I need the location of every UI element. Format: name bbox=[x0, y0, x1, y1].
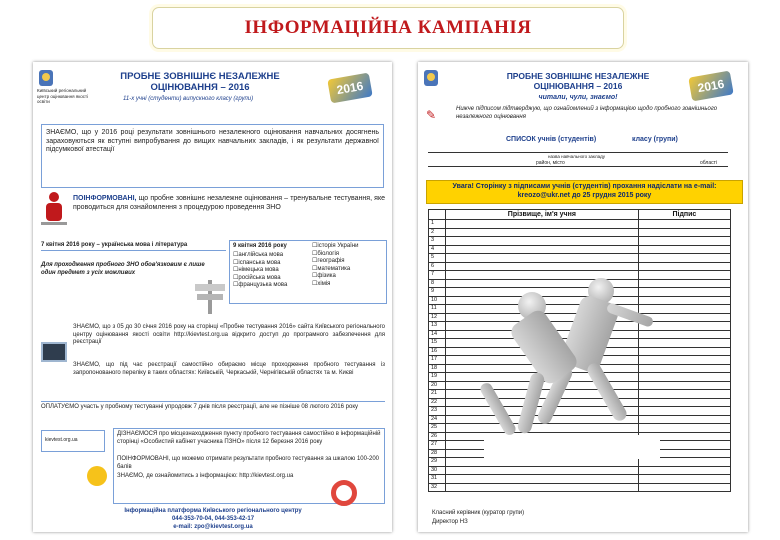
campaign-title: ІНФОРМАЦІЙНА КАМПАНІЯ bbox=[244, 17, 532, 38]
row-number: 24 bbox=[429, 415, 446, 424]
subject-item: ☐ біологія bbox=[312, 251, 384, 259]
row-number: 27 bbox=[429, 441, 446, 450]
sign-line1: Класний керівник (куратор групи) bbox=[432, 510, 525, 516]
row-number: 11 bbox=[429, 305, 446, 314]
col-name-header: Прізвище, ім'я учня bbox=[445, 210, 638, 220]
presenter-figure-icon bbox=[41, 192, 67, 232]
sign-cell[interactable] bbox=[638, 220, 730, 229]
name-cell[interactable] bbox=[445, 228, 638, 237]
name-cell[interactable] bbox=[445, 483, 638, 492]
intro-text: Нижче підписом підтверджую, що ознайомлений з інформацією щодо пробного зовнішнього незалежного оцінювання bbox=[456, 106, 718, 120]
poinformovani-title: ПОІНФОРМОВАНІ, bbox=[73, 195, 137, 202]
grey-figures-illustration bbox=[480, 260, 660, 460]
subject-item: ☐ фізика bbox=[312, 273, 384, 281]
row-number: 14 bbox=[429, 330, 446, 339]
row-number: 16 bbox=[429, 347, 446, 356]
poinformovani2-text: ПОІНФОРМОВАНІ, що можемо отримати результати пробного тестування за шкалою 100-200 балів bbox=[117, 456, 379, 470]
subject-item: ☐ географія bbox=[312, 258, 384, 266]
row-number: 3 bbox=[429, 237, 446, 246]
footer-line1: Інформаційна платформа Київського регіонального центру bbox=[124, 508, 302, 514]
name-cell[interactable] bbox=[445, 245, 638, 254]
znaemo3-text: ЗНАЄМО, що під час реєстрації самостійно обираємо місце проходження пробного тестування із запропонованого переліку в таких областях: Київській, Черкаській, Чернігівській областях та м. Києві bbox=[73, 362, 385, 376]
warning-banner bbox=[426, 180, 743, 204]
znaemo4-text: ЗНАЄМО, де ознайомитись з інформацією: http://kievtest.org.ua bbox=[117, 473, 294, 479]
col-sign-header: Підпис bbox=[638, 210, 730, 220]
name-cell[interactable] bbox=[445, 237, 638, 246]
oplatuemo-text: ОПЛАТУЄМО участь у пробному тестуванні упродовж 7 днів після реєстрації, але не пізніше 08 лютого 2016 року bbox=[41, 401, 385, 412]
row-number: 29 bbox=[429, 458, 446, 467]
row-number: 18 bbox=[429, 364, 446, 373]
kievtest-logo-icon bbox=[424, 70, 438, 86]
subject-item: ☐ історія України bbox=[312, 243, 384, 251]
right-signature-page bbox=[418, 62, 748, 532]
znaemo-box bbox=[41, 124, 384, 188]
district-caption: район, місто bbox=[536, 160, 565, 166]
subjects-column-2 bbox=[312, 243, 384, 288]
left-subheading: 11-х учні (студенти) випускного класу (групи) bbox=[123, 96, 254, 102]
warning-text: Увага! Сторінку з підписами учнів (студентів) прохання надіслати на e-mail: kreozo@ukr.net до 25 грудня 2015 року bbox=[452, 183, 717, 199]
subject-item: ☐ англійська мова bbox=[233, 252, 308, 260]
row-number: 6 bbox=[429, 262, 446, 271]
table-row bbox=[429, 245, 731, 254]
row-number: 12 bbox=[429, 313, 446, 322]
sign-line2: Директор НЗ bbox=[432, 519, 468, 525]
lifebuoy-icon bbox=[331, 480, 357, 506]
signpost-icon bbox=[193, 280, 227, 314]
footer-line2: 044-353-70-04, 044-353-42-17 bbox=[171, 516, 255, 522]
row-number: 8 bbox=[429, 279, 446, 288]
table-row bbox=[429, 475, 731, 484]
subject-item: ☐ російська мова bbox=[233, 275, 308, 283]
district-line bbox=[428, 166, 728, 167]
name-cell[interactable] bbox=[445, 466, 638, 475]
footer-line3: e-mail: zpo@kievtest.org.ua bbox=[173, 524, 253, 530]
row-number: 26 bbox=[429, 432, 446, 441]
sign-cell[interactable] bbox=[638, 245, 730, 254]
logo-caption: Київський регіональний центр оцінювання якості освіти bbox=[37, 88, 89, 104]
poinformovani-text: що пробне зовнішнє незалежне оцінювання – тренувальне тестування, яке проводиться для ознайомлення з процедурою проведення ЗНО bbox=[73, 195, 385, 211]
row-number: 17 bbox=[429, 356, 446, 365]
pen-icon: ✎ bbox=[426, 108, 437, 122]
list-class: класу (групи) bbox=[632, 136, 678, 143]
row-number: 15 bbox=[429, 339, 446, 348]
left-leaflet-page bbox=[33, 62, 392, 532]
row-number: 19 bbox=[429, 373, 446, 382]
region-caption: області bbox=[700, 160, 718, 166]
row-number: 7 bbox=[429, 271, 446, 280]
row-number: 22 bbox=[429, 398, 446, 407]
subject-item: ☐ іспанська мова bbox=[233, 260, 308, 268]
school-caption: назва навчального закладу bbox=[548, 154, 605, 159]
table-row bbox=[429, 220, 731, 229]
date-left: 7 квітня 2016 року – українська мова і література bbox=[41, 242, 226, 251]
subjects-box bbox=[229, 240, 387, 304]
right-heading-line2: ОЦІНЮВАННЯ – 2016 bbox=[533, 81, 623, 91]
computer-icon bbox=[41, 342, 67, 362]
row-number: 20 bbox=[429, 381, 446, 390]
table-row bbox=[429, 483, 731, 492]
row-number: 1 bbox=[429, 220, 446, 229]
diznaemo-text: ДІЗНАЄМОСЯ про місцезнаходження пункту пробного тестування самостійно в інформаційній сторінці «Особистий кабінет учасника ПЗНО» після 12 березня 2016 року bbox=[117, 431, 381, 445]
website-sticker bbox=[41, 430, 105, 452]
row-number: 4 bbox=[429, 245, 446, 254]
table-row bbox=[429, 228, 731, 237]
sign-cell[interactable] bbox=[638, 237, 730, 246]
row-number: 28 bbox=[429, 449, 446, 458]
table-row bbox=[429, 466, 731, 475]
name-cell[interactable] bbox=[445, 220, 638, 229]
name-cell[interactable] bbox=[445, 475, 638, 484]
sticker-label: kievtest.org.ua bbox=[45, 437, 78, 443]
znaemo-text: ЗНАЄМО, що у 2016 році результати зовнішнього незалежного оцінювання навчальних досягнень зараховуються як вступні випробування до вищих навчальних закладів, і як результати державної підсумкової атестації bbox=[46, 129, 379, 153]
subject-item: ☐ німецька мова bbox=[233, 267, 308, 275]
row-number: 23 bbox=[429, 407, 446, 416]
table-row bbox=[429, 237, 731, 246]
left-heading-line2: ОЦІНЮВАННЯ – 2016 bbox=[150, 82, 250, 93]
sign-cell[interactable] bbox=[638, 475, 730, 484]
right-heading-line1: ПРОБНЕ ЗОВНІШНЄ НЕЗАЛЕЖНЕ bbox=[506, 71, 650, 81]
sign-cell[interactable] bbox=[638, 228, 730, 237]
kievtest-logo-icon bbox=[39, 70, 53, 86]
row-number: 13 bbox=[429, 322, 446, 331]
row-number: 2 bbox=[429, 228, 446, 237]
year-badge-right: 2016 bbox=[688, 71, 734, 102]
subjects-column-1 bbox=[233, 252, 308, 290]
row-number: 25 bbox=[429, 424, 446, 433]
znaemo2-text: ЗНАЄМО, що з 05 до 30 січня 2016 року на сторінці «Пробне тестування 2016» сайта Київського регіонального центру оцінювання якості освіти http://kievtest.org.ua відкрито доступ до програмного забезпечення для реєстрації bbox=[73, 324, 385, 345]
left-heading-line1: ПРОБНЕ ЗОВНІШНЄ НЕЗАЛЕЖНЕ bbox=[120, 71, 280, 82]
campaign-title-box bbox=[152, 7, 624, 49]
sign-cell[interactable] bbox=[638, 466, 730, 475]
list-title: СПИСОК учнів (студентів) bbox=[506, 136, 597, 143]
subject-item: ☐ французька мова bbox=[233, 282, 308, 290]
row-number: 5 bbox=[429, 254, 446, 263]
smiley-icon bbox=[87, 466, 107, 486]
row-number: 30 bbox=[429, 466, 446, 475]
year-badge-left: 2016 bbox=[327, 73, 373, 104]
row-number: 32 bbox=[429, 483, 446, 492]
row-number: 9 bbox=[429, 288, 446, 297]
right-heading-line3: читали, чули, знаємо! bbox=[538, 94, 618, 101]
row-number: 10 bbox=[429, 296, 446, 305]
subject-item: ☐ хімія bbox=[312, 281, 384, 289]
row-number: 31 bbox=[429, 475, 446, 484]
sign-cell[interactable] bbox=[638, 483, 730, 492]
row-number: 21 bbox=[429, 390, 446, 399]
note-italic: Для проходження пробного ЗНО обов'язковим є лише один предмет з усіх можливих bbox=[41, 262, 205, 276]
subject-item: ☐ математика bbox=[312, 266, 384, 274]
date-right: 9 квітня 2016 року bbox=[233, 243, 287, 249]
